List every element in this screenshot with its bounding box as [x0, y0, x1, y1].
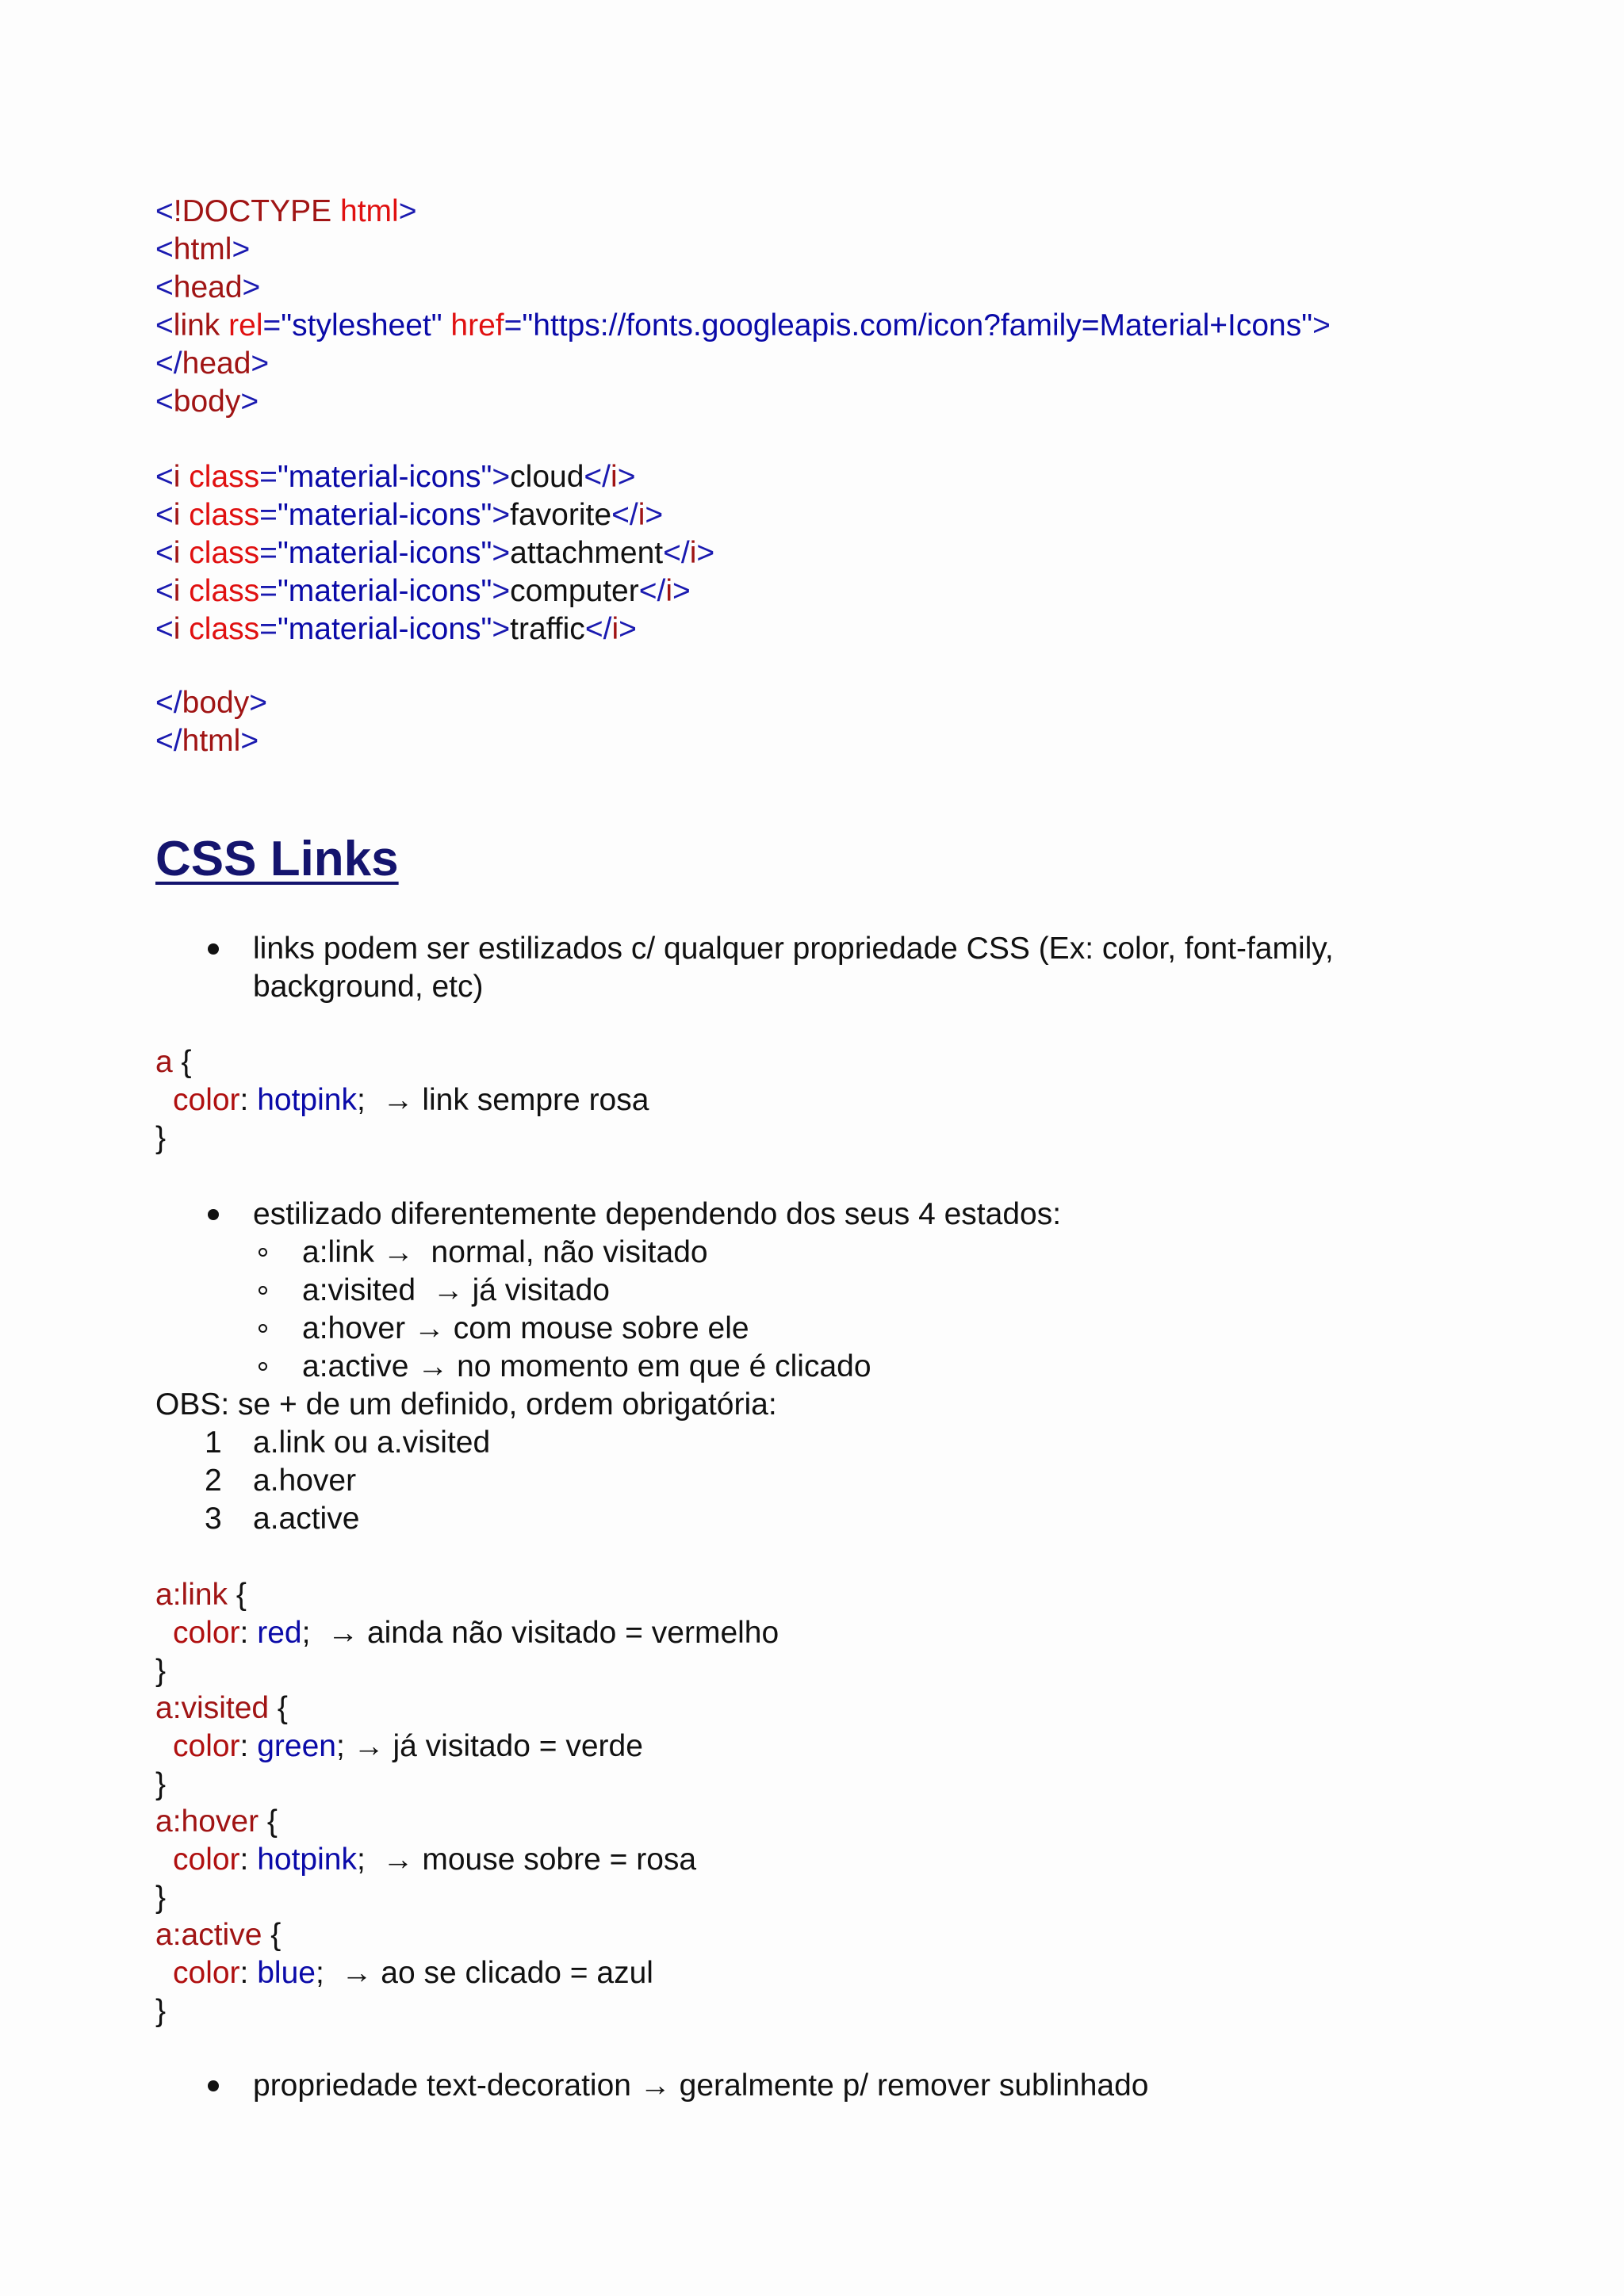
- css-comment: → já visitado = verde: [344, 1729, 643, 1763]
- rule-decl: [173, 1728, 643, 1766]
- order-item: a.active: [253, 1502, 360, 1536]
- css-comment: → ainda não visitado = vermelho: [310, 1616, 779, 1650]
- state-item: a:hover → com mouse sobre ele: [302, 1311, 749, 1345]
- code-tag: i: [173, 498, 181, 532]
- bullet-dot: [208, 2080, 219, 2091]
- rule-open: [155, 1916, 281, 1954]
- rule-open: [155, 1689, 288, 1728]
- code-icon-name: favorite: [510, 498, 612, 532]
- code-html-open-line: <html>: [155, 232, 251, 266]
- code-punct: >: [672, 574, 691, 608]
- code-tag: i: [173, 536, 181, 570]
- code-punct: >: [492, 460, 511, 494]
- rule-decl: [173, 1954, 653, 1992]
- order-number: 1: [205, 1425, 222, 1460]
- code-icon-name: cloud: [510, 460, 584, 494]
- css-value: hotpink: [257, 1843, 357, 1877]
- code-punct: >: [492, 574, 511, 608]
- rule-open: [155, 1803, 278, 1841]
- css-selector: a:active: [155, 1918, 262, 1952]
- bullet2-text: estilizado diferentemente dependendo dos seus 4 estados:: [253, 1197, 1062, 1231]
- code-icon-name: computer: [510, 574, 639, 608]
- code-punct: =: [259, 536, 278, 570]
- code-attr: class: [189, 574, 260, 608]
- code-link-line: <link rel="stylesheet" href="https://fonts.googleapis.com/icon?family=Material+Icons">: [155, 308, 1331, 342]
- code-attr: class: [189, 612, 260, 646]
- css-semicolon: ;: [301, 1616, 311, 1650]
- bullet3-text: propriedade text-decoration → geralmente p/ remover sublinhado: [253, 2068, 1149, 2103]
- code-punct: <: [155, 574, 174, 608]
- code-attr: class: [189, 460, 260, 494]
- css-brace: {: [262, 1918, 282, 1952]
- section-title: CSS Links: [155, 832, 399, 886]
- css-value: green: [257, 1729, 336, 1763]
- css-brace: {: [269, 1691, 288, 1725]
- rule-close: }: [155, 1881, 167, 1915]
- code-html-close-line: </html>: [155, 724, 259, 758]
- code-tag: i: [665, 574, 673, 608]
- code-icon-name: attachment: [510, 536, 664, 570]
- bullet1-line2: background, etc): [253, 970, 484, 1004]
- order-number: 2: [205, 1464, 222, 1498]
- code-body-open-line: <body>: [155, 385, 259, 419]
- code-icon-line: [155, 458, 635, 496]
- rule-decl: [173, 1841, 696, 1879]
- code-value: "material-icons": [277, 460, 492, 494]
- rule-close: }: [155, 1767, 167, 1801]
- code-punct: =: [259, 460, 278, 494]
- code-icon-name: traffic: [510, 612, 585, 646]
- rule-a-close: }: [155, 1121, 167, 1155]
- order-number: 3: [205, 1502, 222, 1536]
- css-brace: {: [228, 1578, 247, 1612]
- bullet-dot: [208, 943, 219, 955]
- code-punct: >: [696, 536, 715, 570]
- code-icon-line: [155, 496, 663, 534]
- code-punct: </: [638, 574, 666, 608]
- code-punct: >: [492, 612, 511, 646]
- code-tag: i: [611, 612, 619, 646]
- css-selector: a:visited: [155, 1691, 270, 1725]
- code-doctype-line: <!DOCTYPE html>: [155, 194, 417, 228]
- code-tag: i: [611, 460, 618, 494]
- code-attr: class: [189, 536, 260, 570]
- css-selector: a:link: [155, 1578, 228, 1612]
- code-punct: </: [611, 498, 638, 532]
- code-value: "material-icons": [277, 536, 492, 570]
- code-punct: >: [619, 612, 637, 646]
- state-item: a:visited → já visitado: [302, 1273, 611, 1307]
- rule-close: }: [155, 1654, 167, 1688]
- code-head-close-line: </head>: [155, 346, 270, 381]
- code-attr: class: [189, 498, 260, 532]
- bullet1-line1: links podem ser estilizados c/ qualquer propriedade CSS (Ex: color, font-family,: [253, 932, 1334, 966]
- code-punct: <: [155, 612, 174, 646]
- circle-bullet: [259, 1362, 267, 1371]
- code-value: "material-icons": [277, 498, 492, 532]
- code-punct: >: [492, 536, 511, 570]
- state-item: a:link → normal, não visitado: [302, 1235, 708, 1269]
- code-punct: </: [663, 536, 690, 570]
- circle-bullet: [259, 1248, 267, 1257]
- code-tag: i: [173, 574, 181, 608]
- code-tag: i: [689, 536, 697, 570]
- code-punct: >: [492, 498, 511, 532]
- code-icon-line: [155, 572, 691, 610]
- order-item: a.hover: [253, 1464, 357, 1498]
- code-punct: =: [259, 612, 278, 646]
- css-colon: :: [239, 1956, 258, 1990]
- css-comment: → mouse sobre = rosa: [365, 1843, 697, 1877]
- rule-close: }: [155, 1994, 167, 2028]
- css-selector: a:hover: [155, 1804, 259, 1839]
- css-property: color: [173, 1729, 240, 1763]
- css-property: color: [173, 1843, 240, 1877]
- circle-bullet: [259, 1286, 267, 1295]
- css-comment: → ao se clicado = azul: [324, 1956, 653, 1990]
- code-tag: i: [173, 612, 181, 646]
- code-punct: >: [645, 498, 664, 532]
- css-property: color: [173, 1616, 240, 1650]
- code-tag: i: [173, 460, 181, 494]
- code-punct: <: [155, 498, 174, 532]
- code-icon-line: [155, 610, 637, 649]
- css-value: blue: [257, 1956, 316, 1990]
- css-colon: :: [239, 1843, 258, 1877]
- code-punct: <: [155, 460, 174, 494]
- obs-text: OBS: se + de um definido, ordem obrigatória:: [155, 1387, 777, 1422]
- code-value: "material-icons": [277, 612, 492, 646]
- css-semicolon: ;: [335, 1729, 345, 1763]
- css-value: red: [257, 1616, 302, 1650]
- circle-bullet: [259, 1324, 267, 1333]
- rule-a-open: a {: [155, 1045, 192, 1079]
- rule-a-decl: color: hotpink; → link sempre rosa: [173, 1083, 649, 1117]
- css-semicolon: ;: [356, 1843, 366, 1877]
- code-punct: =: [259, 498, 278, 532]
- css-brace: {: [259, 1804, 278, 1839]
- code-body-close-line: </body>: [155, 686, 267, 720]
- code-punct: </: [584, 612, 612, 646]
- css-property: color: [173, 1956, 240, 1990]
- css-colon: :: [239, 1616, 258, 1650]
- code-head-open-line: <head>: [155, 270, 261, 304]
- css-semicolon: ;: [315, 1956, 324, 1990]
- state-item: a:active → no momento em que é clicado: [302, 1349, 871, 1383]
- code-punct: =: [259, 574, 278, 608]
- code-value: "material-icons": [277, 574, 492, 608]
- css-colon: :: [239, 1729, 258, 1763]
- code-punct: >: [617, 460, 636, 494]
- code-punct: <: [155, 536, 174, 570]
- rule-decl: [173, 1614, 779, 1652]
- code-punct: </: [584, 460, 611, 494]
- order-item: a.link ou a.visited: [253, 1425, 491, 1460]
- rule-open: [155, 1576, 247, 1614]
- code-tag: i: [638, 498, 645, 532]
- code-icon-line: [155, 534, 714, 572]
- bullet-dot: [208, 1209, 219, 1220]
